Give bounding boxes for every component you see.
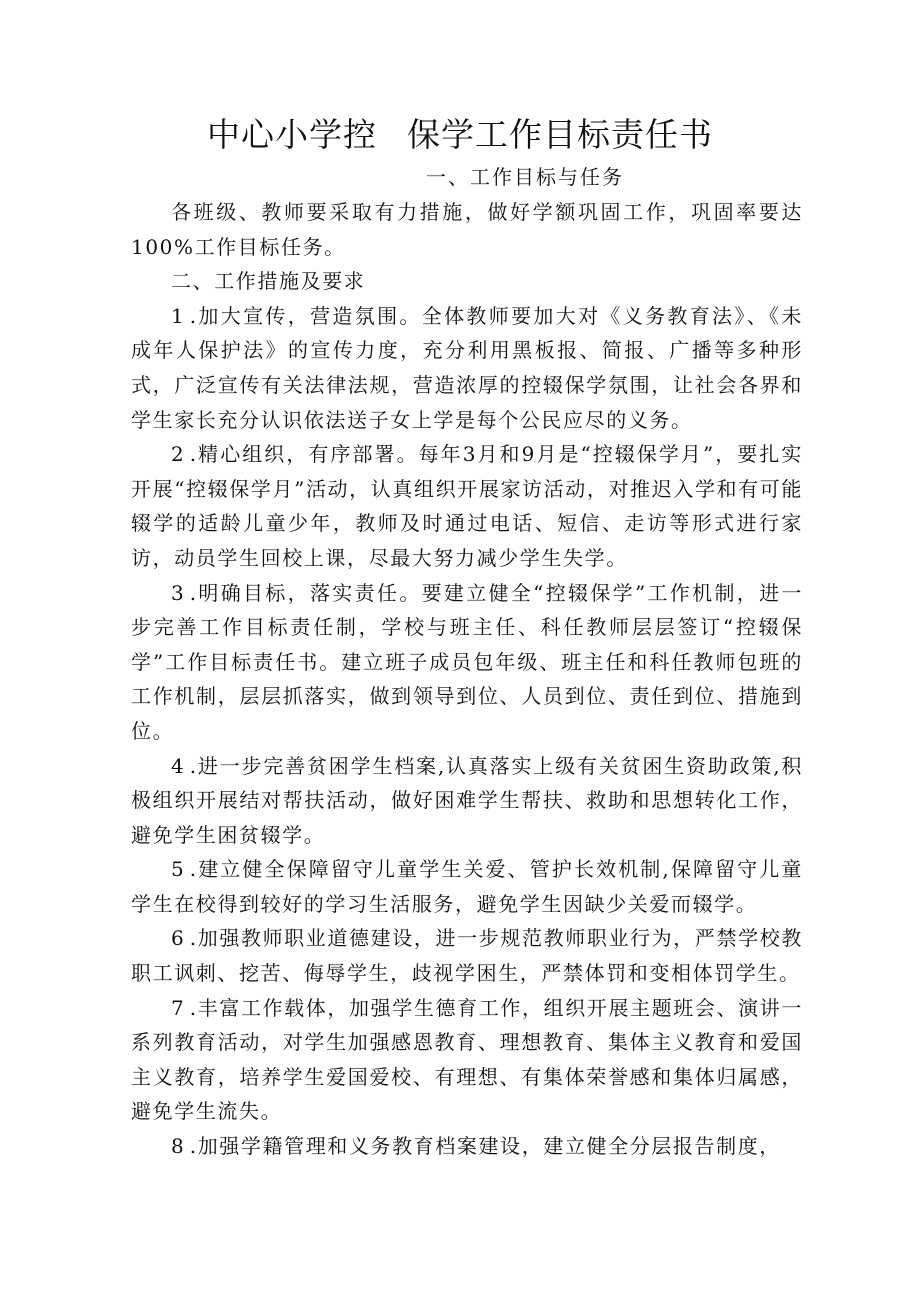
item-number: 1 [171,303,190,328]
list-item [131,852,803,921]
title-part-1: 中心小学控 [207,115,377,154]
document-body [131,195,803,1164]
item-number: 8 [171,1134,190,1159]
item-number: 3 [171,580,190,605]
item-number: 4 [171,753,190,778]
item-text: .加大宣传，营造氛围。全体教师要加大对《义务教育法》、《未成年人保护法》的宣传力度，充分利用黑板报、简报、广播等多种形式，广泛宣传有关法律法规，营造浓厚的控辍保学氛围，让社会各界和学生家长充分认识依法送子女上学是每个公民应尽的义务。 [131,303,803,432]
item-text: .精心组织，有序部署。每年3月和9月是“控辍保学月”，要扎实开展“控辍保学月”活动，认真组织开展家访活动，对推迟入学和有可能辍学的适龄儿童少年，教师及时通过电话、短信、走访等形式进行家访，动员学生回校上课，尽最大努力减少学生失学。 [131,442,803,570]
section-1-paragraph: 各班级、教师要采取有力措施，做好学额巩固工作，巩固率要达100%工作目标任务。 [131,200,803,259]
list-item [131,299,803,437]
list-item [131,749,803,853]
list-item [131,1129,803,1164]
item-number: 5 [171,857,190,882]
section-1-heading: 一、工作目标与任务 [426,165,624,189]
document-title [0,113,920,157]
item-text: .进一步完善贫困学生档案,认真落实上级有关贫困生资助政策,积极组织开展结对帮扶活动，做好困难学生帮扶、救助和思想转化工作，避免学生困贫辍学。 [131,753,803,847]
title-part-2: 保学工作目标责任书 [407,115,713,154]
list-item [131,991,803,1129]
item-text: .丰富工作载体，加强学生德育工作，组织开展主题班会、演讲一系列教育活动，对学生加强感恩教育、理想教育、集体主义教育和爱国主义教育，培养学生爱国爱校、有理想、有集体荣誉感和集体归属感，避免学生流失。 [131,995,803,1124]
item-text: .建立健全保障留守儿童学生关爱、管护长效机制,保障留守儿童学生在校得到较好的学习生活服务，避免学生因缺少关爱而辍学。 [131,857,803,916]
item-text: .加强学籍管理和义务教育档案建设，建立健全分层报告制度， [189,1134,781,1159]
item-number: 6 [171,926,190,951]
item-text: .明确目标，落实责任。要建立健全“控辍保学”工作机制，进一步完善工作目标责任制，学校与班主任、科任教师层层签订“控辍保学”工作目标责任书。建立班子成员包年级、班主任和科任教师包班的工作机制，层层抓落实，做到领导到位、人员到位、责任到位、措施到位。 [131,580,803,743]
item-number: 2 [171,442,190,467]
list-item [131,921,803,990]
item-number: 7 [171,995,190,1020]
list-item [131,437,803,575]
item-text: .加强教师职业道德建设，进一步规范教师职业行为，严禁学校教职工讽刺、挖苦、侮辱学生，歧视学困生，严禁体罚和变相体罚学生。 [131,926,803,986]
section-2-heading: 二、工作措施及要求 [171,269,366,294]
list-item [131,576,803,749]
